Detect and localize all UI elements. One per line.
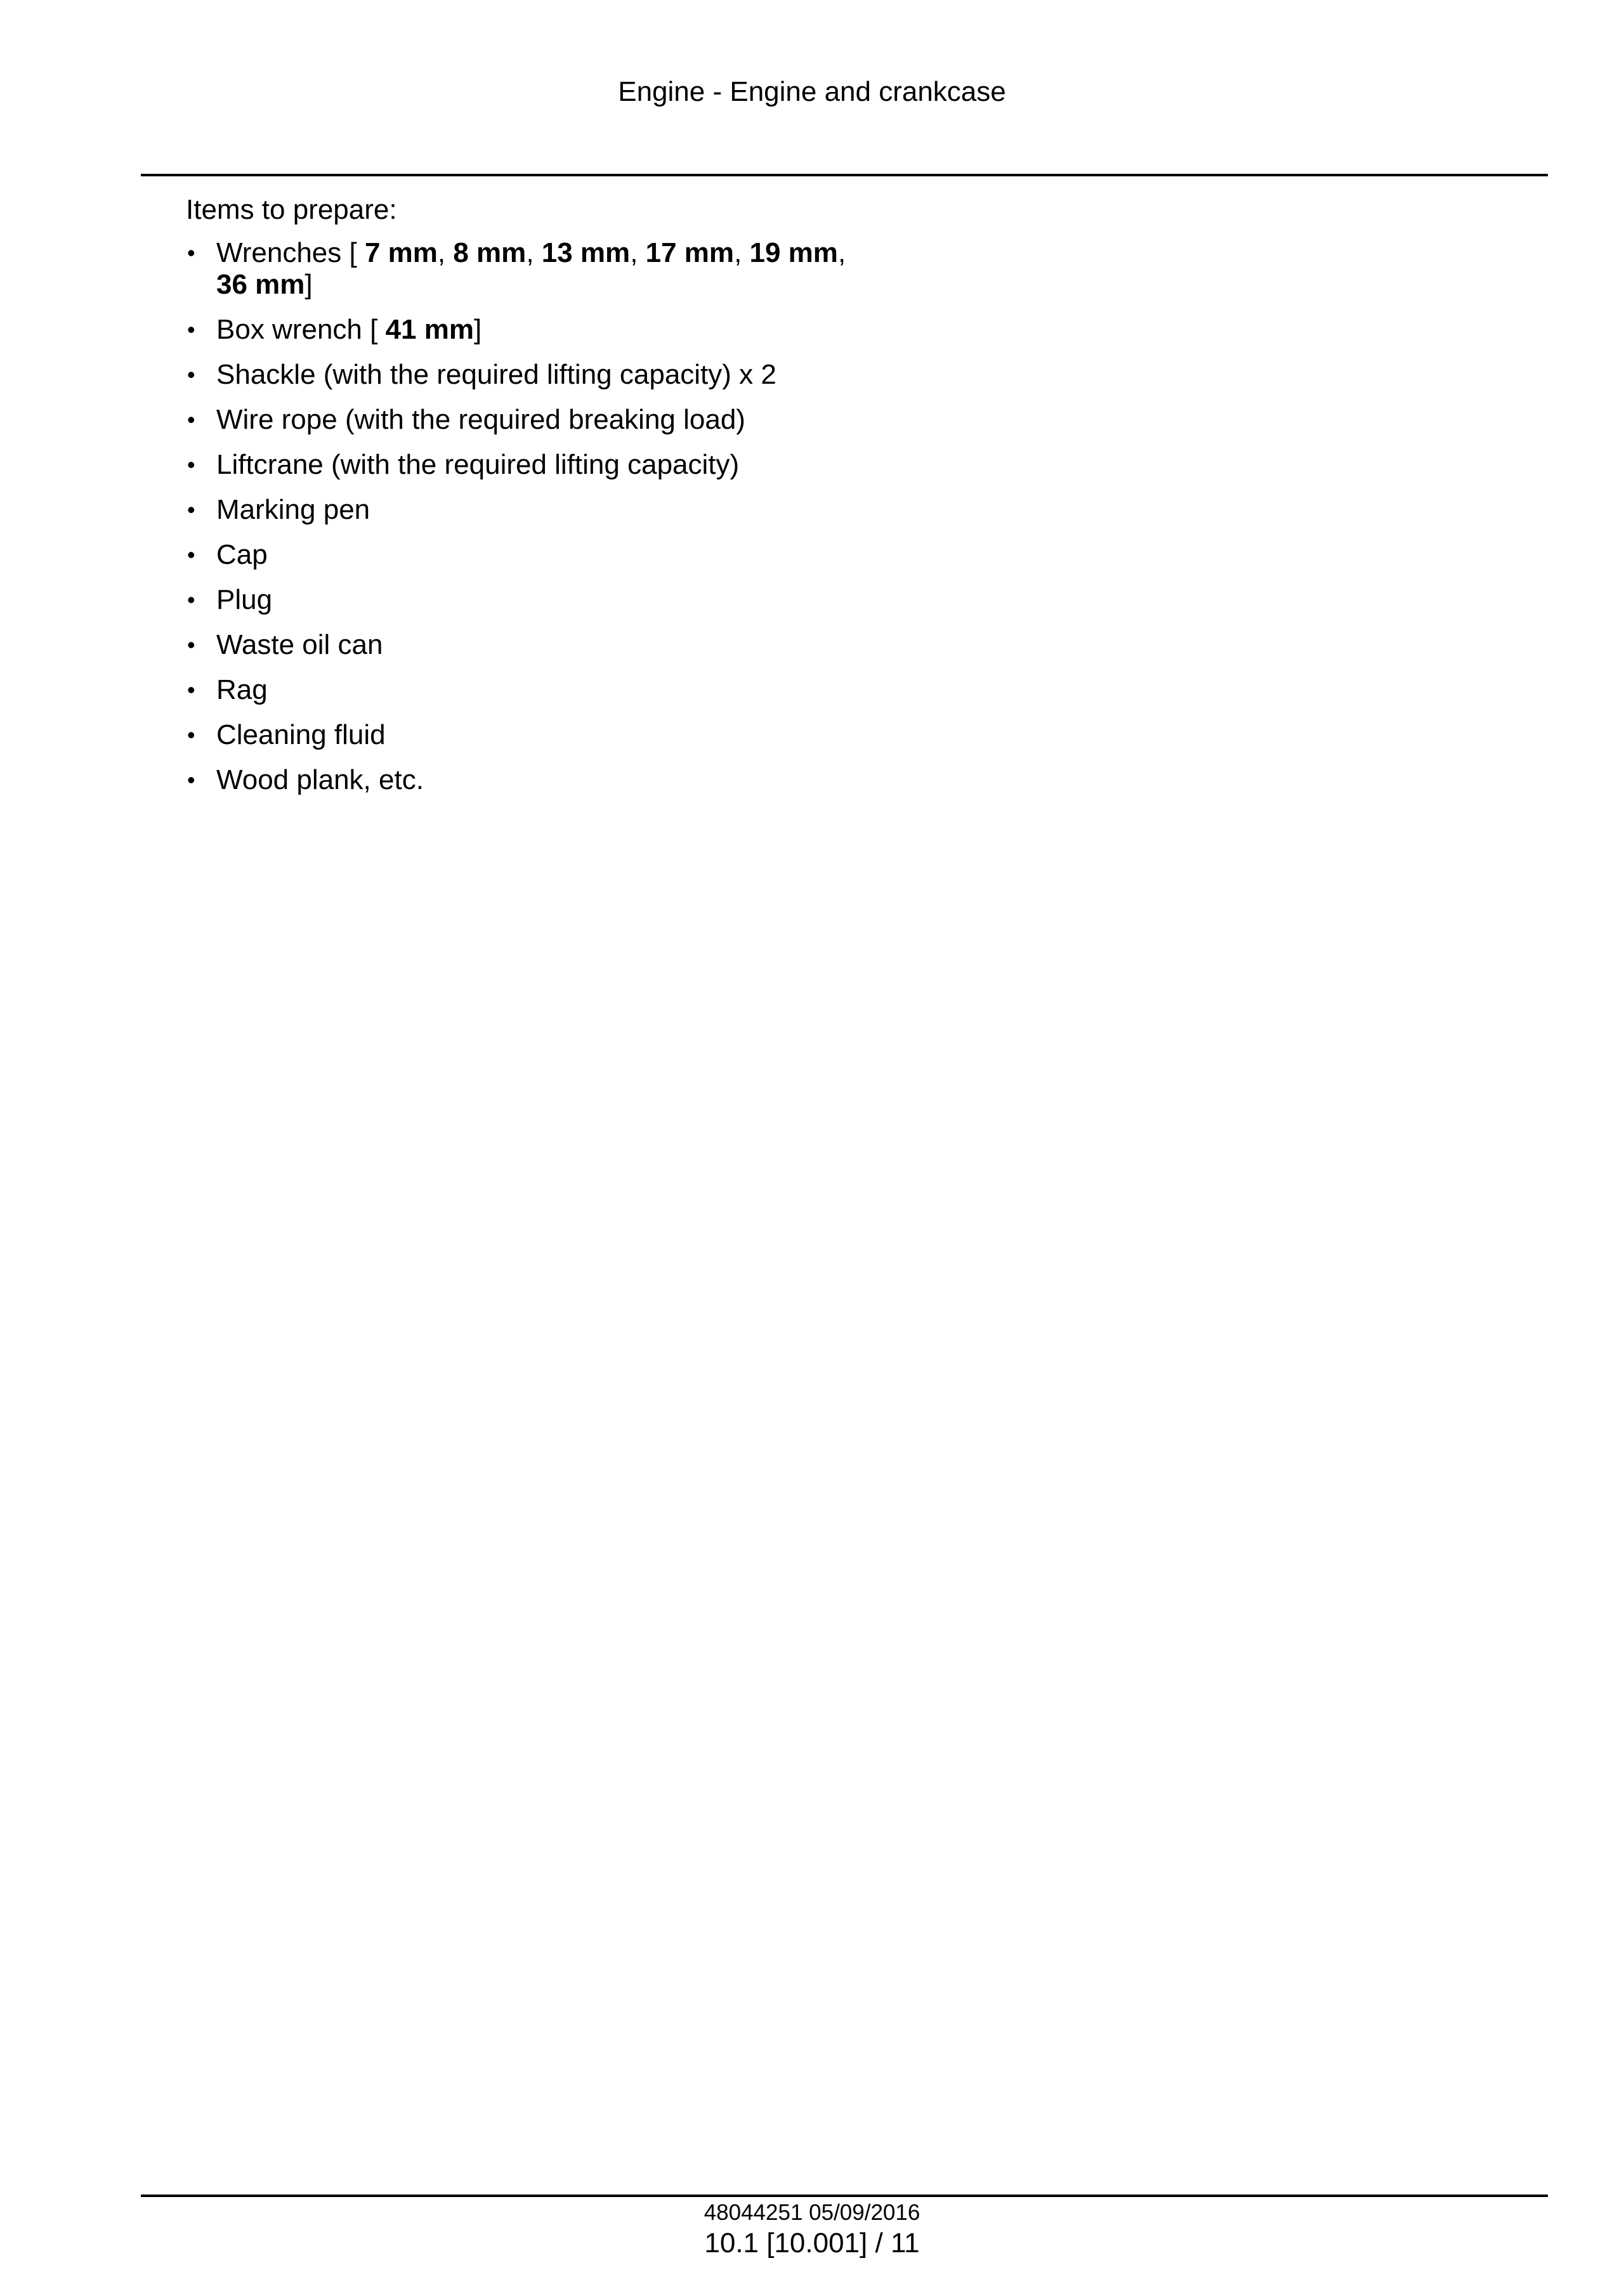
- wrench-size: 8 mm: [453, 237, 527, 268]
- bullet-icon: •: [187, 542, 195, 568]
- list-item-text: Wire rope (with the required breaking load): [216, 404, 745, 435]
- wrench-size: 36 mm: [216, 269, 305, 300]
- wrenches-line-2: [216, 269, 1137, 301]
- list-item: [186, 764, 1137, 796]
- list-item: [186, 404, 1137, 436]
- bullet-icon: •: [187, 767, 195, 793]
- list-item: [186, 674, 1137, 706]
- footer-page-ref: 10.1 [10.001] / 11: [704, 2228, 920, 2259]
- box-wrench-label: Box wrench [: [216, 314, 386, 345]
- list-item-text: Liftcrane (with the required lifting capacity): [216, 449, 740, 480]
- list-item-text: Rag: [216, 674, 268, 705]
- list-item: [186, 584, 1137, 616]
- bullet-icon: •: [187, 587, 195, 613]
- size-separator: ,: [437, 237, 454, 268]
- list-item-text: Wood plank, etc.: [216, 764, 424, 795]
- list-item-text: Cap: [216, 539, 268, 570]
- list-item: [186, 359, 1137, 391]
- header-divider: [141, 174, 1548, 176]
- list-item-text: Plug: [216, 584, 273, 615]
- size-separator: ,: [837, 237, 846, 268]
- bullet-icon: •: [187, 240, 195, 266]
- box-wrench-size: 41 mm: [385, 314, 474, 345]
- wrench-size: 7 mm: [364, 237, 438, 268]
- list-item-text: Shackle (with the required lifting capacity) x 2: [216, 359, 776, 390]
- bullet-icon: •: [187, 722, 195, 748]
- list-item-text: Marking pen: [216, 494, 370, 525]
- list-item-box-wrench: [186, 314, 1137, 346]
- wrench-size: 19 mm: [749, 237, 838, 268]
- list-item: [186, 494, 1137, 526]
- list-item-text: Waste oil can: [216, 629, 383, 660]
- list-item-text: Cleaning fluid: [216, 719, 386, 750]
- items-intro: Items to prepare:: [186, 194, 397, 225]
- items-list: [186, 237, 1137, 796]
- bullet-icon: •: [187, 677, 195, 703]
- wrench-size: 13 mm: [541, 237, 631, 268]
- wrenches-line-1: [216, 237, 1137, 269]
- list-item: [186, 539, 1137, 571]
- bullet-icon: •: [187, 632, 195, 658]
- list-item-wrenches: [186, 237, 1137, 301]
- bullet-icon: •: [187, 316, 195, 342]
- bracket-close: ]: [304, 269, 313, 300]
- size-separator: ,: [734, 237, 750, 268]
- list-item: [186, 629, 1137, 661]
- main-content: [186, 193, 1137, 809]
- size-separator: ,: [526, 237, 542, 268]
- list-item: [186, 449, 1137, 481]
- list-item: [186, 719, 1137, 751]
- footer-doc-code: 48044251 05/09/2016: [704, 2200, 920, 2225]
- page-header-title: Engine - Engine and crankcase: [618, 76, 1006, 107]
- size-separator: ,: [630, 237, 646, 268]
- footer-divider: [141, 2195, 1548, 2197]
- bracket-close: ]: [473, 314, 482, 345]
- bullet-icon: •: [187, 362, 195, 388]
- bullet-icon: •: [187, 407, 195, 433]
- wrench-size: 17 mm: [645, 237, 735, 268]
- bullet-icon: •: [187, 497, 195, 523]
- wrenches-label: Wrenches [: [216, 237, 365, 268]
- bullet-icon: •: [187, 452, 195, 478]
